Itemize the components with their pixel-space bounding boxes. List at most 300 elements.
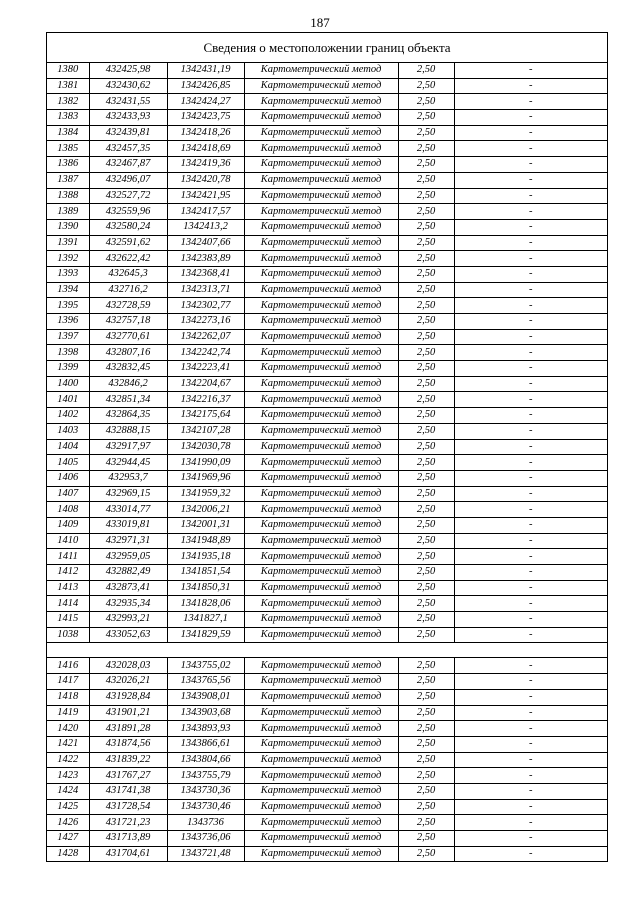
point-number-cell: 1413 [47, 580, 89, 596]
method-cell: Картометрический метод [244, 298, 398, 314]
point-number-cell: 1424 [47, 783, 89, 799]
table-row [47, 298, 607, 314]
x-coordinate-cell: 432645,3 [89, 266, 167, 282]
method-cell: Картометрический метод [244, 799, 398, 815]
accuracy-cell: 2,50 [398, 251, 454, 267]
x-coordinate-cell: 431901,21 [89, 705, 167, 721]
description-cell: - [454, 831, 607, 847]
y-coordinate-cell: 1342420,78 [167, 172, 244, 188]
point-number-cell: 1425 [47, 799, 89, 815]
point-number-cell: 1422 [47, 752, 89, 768]
point-number-cell: 1384 [47, 125, 89, 141]
accuracy-cell: 2,50 [398, 235, 454, 251]
y-coordinate-cell: 1342423,75 [167, 110, 244, 126]
method-cell: Картометрический метод [244, 376, 398, 392]
point-number-cell: 1401 [47, 392, 89, 408]
x-coordinate-cell: 433014,77 [89, 502, 167, 518]
table-row [47, 736, 607, 752]
method-cell: Картометрический метод [244, 63, 398, 78]
accuracy-cell: 2,50 [398, 486, 454, 502]
point-number-cell: 1387 [47, 172, 89, 188]
accuracy-cell: 2,50 [398, 361, 454, 377]
y-coordinate-cell: 1342001,31 [167, 517, 244, 533]
x-coordinate-cell: 432944,45 [89, 455, 167, 471]
y-coordinate-cell: 1343736,06 [167, 831, 244, 847]
x-coordinate-cell: 431704,61 [89, 846, 167, 861]
accuracy-cell: 2,50 [398, 612, 454, 628]
point-number-cell: 1392 [47, 251, 89, 267]
y-coordinate-cell: 1342030,78 [167, 439, 244, 455]
table-row [47, 627, 607, 643]
accuracy-cell: 2,50 [398, 282, 454, 298]
point-number-cell: 1038 [47, 627, 89, 643]
accuracy-cell: 2,50 [398, 689, 454, 705]
y-coordinate-cell: 1343721,48 [167, 846, 244, 861]
table-row [47, 125, 607, 141]
description-cell: - [454, 612, 607, 628]
description-cell: - [454, 517, 607, 533]
table-row [47, 251, 607, 267]
point-number-cell: 1411 [47, 549, 89, 565]
y-coordinate-cell: 1341969,96 [167, 470, 244, 486]
table-row [47, 721, 607, 737]
separator-cell [47, 643, 607, 658]
y-coordinate-cell: 1342383,89 [167, 251, 244, 267]
method-cell: Картометрический метод [244, 768, 398, 784]
accuracy-cell: 2,50 [398, 705, 454, 721]
table-row [47, 219, 607, 235]
y-coordinate-cell: 1341935,18 [167, 549, 244, 565]
x-coordinate-cell: 432728,59 [89, 298, 167, 314]
description-cell: - [454, 235, 607, 251]
table-row [47, 768, 607, 784]
y-coordinate-cell: 1341828,06 [167, 596, 244, 612]
method-cell: Картометрический метод [244, 235, 398, 251]
table-row [47, 752, 607, 768]
x-coordinate-cell: 431741,38 [89, 783, 167, 799]
point-number-cell: 1400 [47, 376, 89, 392]
description-cell: - [454, 94, 607, 110]
description-cell: - [454, 361, 607, 377]
table-row [47, 408, 607, 424]
x-coordinate-cell: 432959,05 [89, 549, 167, 565]
y-coordinate-cell: 1341829,59 [167, 627, 244, 643]
y-coordinate-cell: 1343893,93 [167, 721, 244, 737]
accuracy-cell: 2,50 [398, 768, 454, 784]
method-cell: Картометрический метод [244, 752, 398, 768]
description-cell: - [454, 172, 607, 188]
description-cell: - [454, 627, 607, 643]
x-coordinate-cell: 432770,61 [89, 329, 167, 345]
y-coordinate-cell: 1343730,46 [167, 799, 244, 815]
x-coordinate-cell: 432832,45 [89, 361, 167, 377]
point-number-cell: 1391 [47, 235, 89, 251]
description-cell: - [454, 705, 607, 721]
y-coordinate-cell: 1342006,21 [167, 502, 244, 518]
description-cell: - [454, 674, 607, 690]
description-cell: - [454, 580, 607, 596]
description-cell: - [454, 345, 607, 361]
point-number-cell: 1404 [47, 439, 89, 455]
y-coordinate-cell: 1343765,56 [167, 674, 244, 690]
y-coordinate-cell: 1341959,32 [167, 486, 244, 502]
method-cell: Картометрический метод [244, 204, 398, 220]
x-coordinate-cell: 432026,21 [89, 674, 167, 690]
description-cell: - [454, 846, 607, 861]
description-cell: - [454, 157, 607, 173]
description-cell: - [454, 314, 607, 330]
table-row [47, 846, 607, 861]
method-cell: Картометрический метод [244, 172, 398, 188]
y-coordinate-cell: 1342204,67 [167, 376, 244, 392]
coordinates-table [47, 63, 607, 861]
point-number-cell: 1407 [47, 486, 89, 502]
accuracy-cell: 2,50 [398, 408, 454, 424]
description-cell: - [454, 565, 607, 581]
method-cell: Картометрический метод [244, 423, 398, 439]
accuracy-cell: 2,50 [398, 846, 454, 861]
accuracy-cell: 2,50 [398, 658, 454, 674]
description-cell: - [454, 204, 607, 220]
accuracy-cell: 2,50 [398, 188, 454, 204]
method-cell: Картометрический метод [244, 314, 398, 330]
description-cell: - [454, 376, 607, 392]
method-cell: Картометрический метод [244, 658, 398, 674]
point-number-cell: 1428 [47, 846, 89, 861]
method-cell: Картометрический метод [244, 612, 398, 628]
method-cell: Картометрический метод [244, 329, 398, 345]
description-cell: - [454, 298, 607, 314]
method-cell: Картометрический метод [244, 549, 398, 565]
description-cell: - [454, 392, 607, 408]
point-number-cell: 1397 [47, 329, 89, 345]
x-coordinate-cell: 432917,97 [89, 439, 167, 455]
accuracy-cell: 2,50 [398, 831, 454, 847]
point-number-cell: 1380 [47, 63, 89, 78]
y-coordinate-cell: 1343755,02 [167, 658, 244, 674]
accuracy-cell: 2,50 [398, 439, 454, 455]
table-row [47, 172, 607, 188]
y-coordinate-cell: 1341827,1 [167, 612, 244, 628]
y-coordinate-cell: 1342418,26 [167, 125, 244, 141]
description-cell: - [454, 110, 607, 126]
point-number-cell: 1406 [47, 470, 89, 486]
x-coordinate-cell: 432716,2 [89, 282, 167, 298]
x-coordinate-cell: 433019,81 [89, 517, 167, 533]
description-cell: - [454, 63, 607, 78]
x-coordinate-cell: 432496,07 [89, 172, 167, 188]
y-coordinate-cell: 1342242,74 [167, 345, 244, 361]
section-title: Сведения о местоположении границ объекта [47, 33, 607, 63]
x-coordinate-cell: 431874,56 [89, 736, 167, 752]
description-cell: - [454, 188, 607, 204]
x-coordinate-cell: 432433,93 [89, 110, 167, 126]
method-cell: Картометрический метод [244, 533, 398, 549]
x-coordinate-cell: 432467,87 [89, 157, 167, 173]
method-cell: Картометрический метод [244, 188, 398, 204]
description-cell: - [454, 408, 607, 424]
table-row [47, 141, 607, 157]
table-row [47, 63, 607, 78]
description-cell: - [454, 752, 607, 768]
description-cell: - [454, 141, 607, 157]
point-number-cell: 1421 [47, 736, 89, 752]
table-row [47, 110, 607, 126]
accuracy-cell: 2,50 [398, 455, 454, 471]
y-coordinate-cell: 1341850,31 [167, 580, 244, 596]
x-coordinate-cell: 432431,55 [89, 94, 167, 110]
table-row [47, 439, 607, 455]
table-row [47, 423, 607, 439]
method-cell: Картометрический метод [244, 94, 398, 110]
method-cell: Картометрический метод [244, 141, 398, 157]
accuracy-cell: 2,50 [398, 752, 454, 768]
x-coordinate-cell: 432457,35 [89, 141, 167, 157]
point-number-cell: 1386 [47, 157, 89, 173]
description-cell: - [454, 329, 607, 345]
accuracy-cell: 2,50 [398, 392, 454, 408]
accuracy-cell: 2,50 [398, 329, 454, 345]
point-number-cell: 1414 [47, 596, 89, 612]
table-row [47, 689, 607, 705]
description-cell: - [454, 455, 607, 471]
accuracy-cell: 2,50 [398, 423, 454, 439]
method-cell: Картометрический метод [244, 282, 398, 298]
y-coordinate-cell: 1341948,89 [167, 533, 244, 549]
point-number-cell: 1385 [47, 141, 89, 157]
accuracy-cell: 2,50 [398, 799, 454, 815]
accuracy-cell: 2,50 [398, 736, 454, 752]
description-cell: - [454, 596, 607, 612]
accuracy-cell: 2,50 [398, 94, 454, 110]
point-number-cell: 1393 [47, 266, 89, 282]
method-cell: Картометрический метод [244, 78, 398, 94]
description-cell: - [454, 783, 607, 799]
point-number-cell: 1420 [47, 721, 89, 737]
method-cell: Картометрический метод [244, 219, 398, 235]
x-coordinate-cell: 432993,21 [89, 612, 167, 628]
y-coordinate-cell: 1342424,27 [167, 94, 244, 110]
accuracy-cell: 2,50 [398, 721, 454, 737]
point-number-cell: 1418 [47, 689, 89, 705]
accuracy-cell: 2,50 [398, 78, 454, 94]
method-cell: Картометрический метод [244, 486, 398, 502]
y-coordinate-cell: 1341851,54 [167, 565, 244, 581]
x-coordinate-cell: 432425,98 [89, 63, 167, 78]
point-number-cell: 1395 [47, 298, 89, 314]
description-cell: - [454, 423, 607, 439]
y-coordinate-cell: 1343730,36 [167, 783, 244, 799]
x-coordinate-cell: 433052,63 [89, 627, 167, 643]
table-row [47, 815, 607, 831]
point-number-cell: 1396 [47, 314, 89, 330]
x-coordinate-cell: 432028,03 [89, 658, 167, 674]
x-coordinate-cell: 431713,89 [89, 831, 167, 847]
x-coordinate-cell: 432851,34 [89, 392, 167, 408]
method-cell: Картометрический метод [244, 502, 398, 518]
table-row [47, 282, 607, 298]
method-cell: Картометрический метод [244, 815, 398, 831]
y-coordinate-cell: 1343736 [167, 815, 244, 831]
x-coordinate-cell: 432935,34 [89, 596, 167, 612]
accuracy-cell: 2,50 [398, 815, 454, 831]
table-row [47, 533, 607, 549]
accuracy-cell: 2,50 [398, 141, 454, 157]
accuracy-cell: 2,50 [398, 674, 454, 690]
method-cell: Картометрический метод [244, 565, 398, 581]
x-coordinate-cell: 431721,23 [89, 815, 167, 831]
method-cell: Картометрический метод [244, 721, 398, 737]
table-row [47, 188, 607, 204]
description-cell: - [454, 721, 607, 737]
accuracy-cell: 2,50 [398, 172, 454, 188]
table-row [47, 674, 607, 690]
x-coordinate-cell: 431767,27 [89, 768, 167, 784]
point-number-cell: 1427 [47, 831, 89, 847]
y-coordinate-cell: 1342368,41 [167, 266, 244, 282]
table-row [47, 470, 607, 486]
table-row [47, 831, 607, 847]
table-row [47, 658, 607, 674]
table-row [47, 705, 607, 721]
method-cell: Картометрический метод [244, 580, 398, 596]
x-coordinate-cell: 432430,62 [89, 78, 167, 94]
description-cell: - [454, 470, 607, 486]
block-separator-row [47, 643, 607, 658]
table-row [47, 580, 607, 596]
method-cell: Картометрический метод [244, 596, 398, 612]
table-row [47, 314, 607, 330]
point-number-cell: 1388 [47, 188, 89, 204]
method-cell: Картометрический метод [244, 157, 398, 173]
y-coordinate-cell: 1342407,66 [167, 235, 244, 251]
y-coordinate-cell: 1341990,09 [167, 455, 244, 471]
x-coordinate-cell: 431839,22 [89, 752, 167, 768]
point-number-cell: 1389 [47, 204, 89, 220]
point-number-cell: 1408 [47, 502, 89, 518]
description-cell: - [454, 658, 607, 674]
method-cell: Картометрический метод [244, 674, 398, 690]
coordinates-table-body [47, 63, 607, 861]
y-coordinate-cell: 1342175,64 [167, 408, 244, 424]
point-number-cell: 1402 [47, 408, 89, 424]
accuracy-cell: 2,50 [398, 470, 454, 486]
x-coordinate-cell: 432757,18 [89, 314, 167, 330]
description-cell: - [454, 439, 607, 455]
table-row [47, 596, 607, 612]
method-cell: Картометрический метод [244, 517, 398, 533]
point-number-cell: 1403 [47, 423, 89, 439]
y-coordinate-cell: 1342216,37 [167, 392, 244, 408]
accuracy-cell: 2,50 [398, 549, 454, 565]
table-row [47, 157, 607, 173]
x-coordinate-cell: 432969,15 [89, 486, 167, 502]
point-number-cell: 1417 [47, 674, 89, 690]
description-cell: - [454, 266, 607, 282]
x-coordinate-cell: 432439,81 [89, 125, 167, 141]
point-number-cell: 1419 [47, 705, 89, 721]
y-coordinate-cell: 1342426,85 [167, 78, 244, 94]
page-number: 187 [310, 15, 330, 30]
table-row [47, 455, 607, 471]
x-coordinate-cell: 432527,72 [89, 188, 167, 204]
point-number-cell: 1398 [47, 345, 89, 361]
description-cell: - [454, 282, 607, 298]
y-coordinate-cell: 1342313,71 [167, 282, 244, 298]
table-row [47, 78, 607, 94]
table-row [47, 392, 607, 408]
method-cell: Картометрический метод [244, 783, 398, 799]
point-number-cell: 1382 [47, 94, 89, 110]
table-row [47, 502, 607, 518]
y-coordinate-cell: 1342421,95 [167, 188, 244, 204]
description-cell: - [454, 78, 607, 94]
table-row [47, 486, 607, 502]
accuracy-cell: 2,50 [398, 298, 454, 314]
x-coordinate-cell: 432622,42 [89, 251, 167, 267]
table-row [47, 329, 607, 345]
x-coordinate-cell: 432873,41 [89, 580, 167, 596]
method-cell: Картометрический метод [244, 455, 398, 471]
point-number-cell: 1405 [47, 455, 89, 471]
table-row [47, 549, 607, 565]
accuracy-cell: 2,50 [398, 157, 454, 173]
x-coordinate-cell: 432580,24 [89, 219, 167, 235]
description-cell: - [454, 736, 607, 752]
table-row [47, 94, 607, 110]
description-cell: - [454, 125, 607, 141]
x-coordinate-cell: 432846,2 [89, 376, 167, 392]
description-cell: - [454, 533, 607, 549]
x-coordinate-cell: 432888,15 [89, 423, 167, 439]
method-cell: Картометрический метод [244, 251, 398, 267]
method-cell: Картометрический метод [244, 392, 398, 408]
y-coordinate-cell: 1342262,07 [167, 329, 244, 345]
method-cell: Картометрический метод [244, 705, 398, 721]
method-cell: Картометрический метод [244, 627, 398, 643]
table-row [47, 565, 607, 581]
x-coordinate-cell: 432864,35 [89, 408, 167, 424]
table-row [47, 799, 607, 815]
y-coordinate-cell: 1342302,77 [167, 298, 244, 314]
x-coordinate-cell: 432882,49 [89, 565, 167, 581]
accuracy-cell: 2,50 [398, 533, 454, 549]
method-cell: Картометрический метод [244, 846, 398, 861]
method-cell: Картометрический метод [244, 736, 398, 752]
y-coordinate-cell: 1342431,19 [167, 63, 244, 78]
point-number-cell: 1415 [47, 612, 89, 628]
accuracy-cell: 2,50 [398, 502, 454, 518]
description-cell: - [454, 251, 607, 267]
y-coordinate-cell: 1342417,57 [167, 204, 244, 220]
description-cell: - [454, 502, 607, 518]
point-number-cell: 1399 [47, 361, 89, 377]
accuracy-cell: 2,50 [398, 110, 454, 126]
accuracy-cell: 2,50 [398, 627, 454, 643]
point-number-cell: 1390 [47, 219, 89, 235]
y-coordinate-cell: 1343866,61 [167, 736, 244, 752]
table-row [47, 345, 607, 361]
x-coordinate-cell: 432953,7 [89, 470, 167, 486]
x-coordinate-cell: 432591,62 [89, 235, 167, 251]
description-cell: - [454, 768, 607, 784]
method-cell: Картометрический метод [244, 408, 398, 424]
accuracy-cell: 2,50 [398, 219, 454, 235]
accuracy-cell: 2,50 [398, 204, 454, 220]
description-cell: - [454, 486, 607, 502]
accuracy-cell: 2,50 [398, 314, 454, 330]
y-coordinate-cell: 1342418,69 [167, 141, 244, 157]
